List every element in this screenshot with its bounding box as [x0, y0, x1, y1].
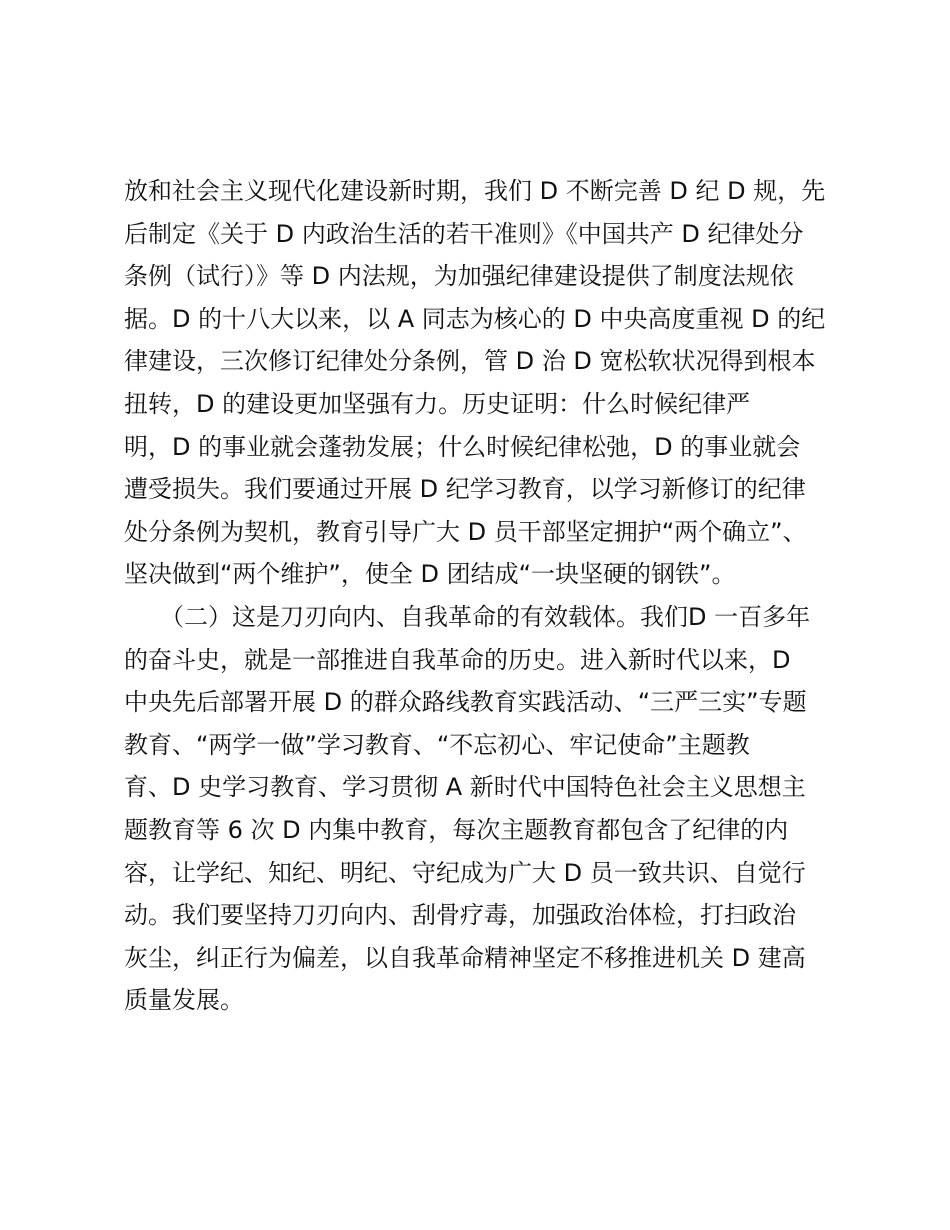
text-line: 题教育等 6 次 D 内集中教育，每次主题教育都包含了纪律的内 — [124, 815, 789, 844]
text-line: 动。我们要坚持刀刃向内、刮骨疗毒，加强政治体检，打扫政治 — [124, 901, 796, 930]
text-line: 处分条例为契机，教育引导广大 D 员干部坚定拥护“两个确立”、 — [124, 517, 807, 546]
text-line: 质量发展。 — [124, 986, 244, 1015]
text-line: 中央先后部署开展 D 的群众路线教育实践活动、“三严三实”专题 — [124, 688, 807, 717]
text-line: 坚决做到“两个维护”，使全 D 团结成“一块坚硬的钢铁”。 — [124, 560, 736, 589]
text-line: 育、D 史学习教育、学习贯彻 A 新时代中国特色社会主义思想主 — [124, 773, 806, 802]
section-heading-line: （二）这是刀刃向内、自我革命的有效载体。我们D 一百多年 — [124, 602, 811, 631]
text-line: 放和社会主义现代化建设新时期，我们 D 不断完善 D 纪 D 规，先 — [124, 177, 826, 205]
text-line: 容，让学纪、知纪、明纪、守纪成为广大 D 员一致共识、自觉行 — [124, 858, 806, 887]
text-line: 的奋斗史，就是一部推进自我革命的历史。进入新时代以来，D — [124, 645, 791, 674]
text-line: 明，D 的事业就会蓬勃发展；什么时候纪律松弛，D 的事业就会 — [124, 432, 801, 461]
text-line: 据。D 的十八大以来，以 A 同志为核心的 D 中央高度重视 D 的纪 — [124, 304, 826, 333]
text-line: 扭转，D 的建设更加坚强有力。历史证明：什么时候纪律严 — [124, 389, 751, 418]
text-line: 遭受损失。我们要通过开展 D 纪学习教育，以学习新修订的纪律 — [124, 475, 806, 504]
text-line: 条例（试行）》等 D 内法规，为加强纪律建设提供了制度法规依 — [124, 262, 794, 291]
text-line: 灰尘，纠正行为偏差，以自我革命精神坚定不移推进机关 D 建高 — [124, 943, 806, 972]
text-line: 后制定《关于 D 内政治生活的若干准则》《中国共产 D 纪律处分 — [124, 219, 804, 248]
body-text — [124, 170, 836, 1022]
text-line: 律建设，三次修订纪律处分条例，管 D 治 D 宽松软状况得到根本 — [124, 347, 816, 376]
text-line: 教育、“两学一做”学习教育、“不忘初心、牢记使命”主题教 — [124, 730, 750, 759]
